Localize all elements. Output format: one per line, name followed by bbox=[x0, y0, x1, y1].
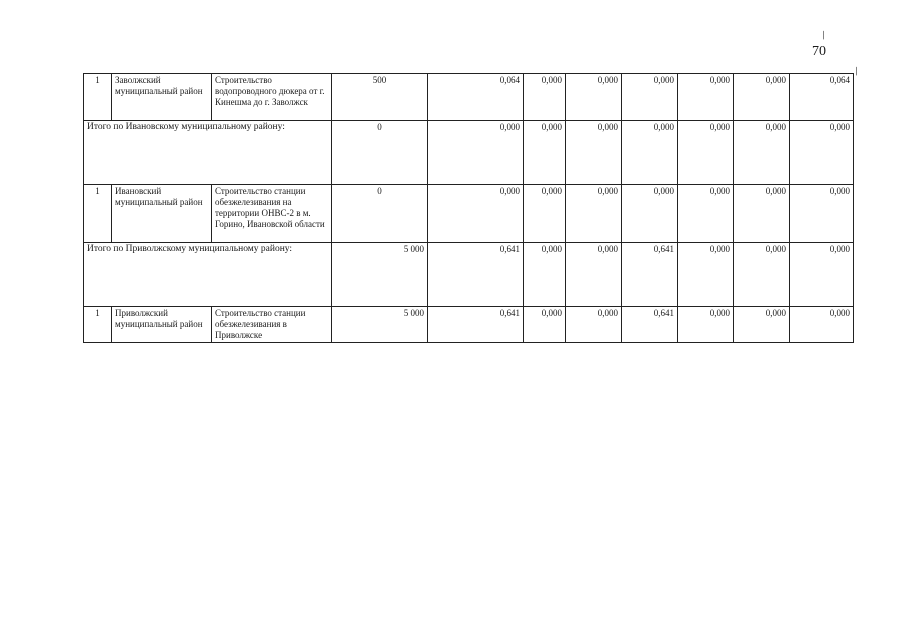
value-cell: 0,000 bbox=[524, 185, 566, 243]
district-cell: Приволжский муниципальный район bbox=[112, 307, 212, 343]
value-cell: 0,000 bbox=[622, 185, 678, 243]
value-cell: 0,641 bbox=[622, 307, 678, 343]
district-cell: Заволжский муниципальный район bbox=[112, 74, 212, 121]
value-cell: 0,000 bbox=[790, 243, 854, 307]
row-number: 1 bbox=[84, 74, 112, 121]
total-row bbox=[84, 121, 854, 185]
value-cell: 0,064 bbox=[790, 74, 854, 121]
value-cell: 0,000 bbox=[566, 121, 622, 185]
value-cell: 0,000 bbox=[524, 74, 566, 121]
total-row bbox=[84, 243, 854, 307]
total-label: Итого по Ивановскому муниципальному району: bbox=[84, 121, 332, 185]
value-cell: 0,000 bbox=[428, 185, 524, 243]
table-row bbox=[84, 185, 854, 243]
value-cell: 0,000 bbox=[622, 121, 678, 185]
value-cell: 0,000 bbox=[524, 307, 566, 343]
object-cell: Строительство водопроводного дюкера от г. Кинешма до г. Заволжск bbox=[212, 74, 332, 121]
value-cell: 0,000 bbox=[566, 307, 622, 343]
page-number: 70 bbox=[812, 44, 826, 59]
table-row bbox=[84, 307, 854, 343]
value-cell: 0,000 bbox=[678, 185, 734, 243]
value-cell: 0,000 bbox=[734, 307, 790, 343]
budget-table bbox=[83, 73, 854, 343]
value-cell: 0,000 bbox=[428, 121, 524, 185]
row-number: 1 bbox=[84, 185, 112, 243]
value-cell: 0,064 bbox=[428, 74, 524, 121]
value-cell: 0,000 bbox=[734, 74, 790, 121]
value-cell: 0,000 bbox=[734, 185, 790, 243]
capacity-cell: 5 000 bbox=[332, 243, 428, 307]
value-cell: 0,000 bbox=[566, 74, 622, 121]
district-cell: Ивановский муниципальный район bbox=[112, 185, 212, 243]
object-cell: Строительство станции обезжелезивания в Приволжске bbox=[212, 307, 332, 343]
edge-mark: / bbox=[852, 63, 861, 79]
value-cell: 0,000 bbox=[790, 185, 854, 243]
value-cell: 0,000 bbox=[678, 121, 734, 185]
capacity-cell: 0 bbox=[332, 185, 428, 243]
table-row bbox=[84, 74, 854, 121]
value-cell: 0,000 bbox=[734, 121, 790, 185]
value-cell: 0,641 bbox=[428, 307, 524, 343]
value-cell: 0,000 bbox=[790, 121, 854, 185]
value-cell: 0,000 bbox=[566, 243, 622, 307]
value-cell: 0,000 bbox=[678, 243, 734, 307]
object-cell: Строительство станции обезжелезивания на территории ОНВС-2 в м. Горино, Ивановской области bbox=[212, 185, 332, 243]
value-cell: 0,000 bbox=[524, 121, 566, 185]
capacity-cell: 500 bbox=[332, 74, 428, 121]
capacity-cell: 5 000 bbox=[332, 307, 428, 343]
page-tick-mark: / bbox=[819, 27, 828, 43]
value-cell: 0,641 bbox=[622, 243, 678, 307]
value-cell: 0,000 bbox=[734, 243, 790, 307]
value-cell: 0,000 bbox=[790, 307, 854, 343]
total-label: Итого по Приволжскому муниципальному району: bbox=[84, 243, 332, 307]
value-cell: 0,000 bbox=[566, 185, 622, 243]
capacity-cell: 0 bbox=[332, 121, 428, 185]
value-cell: 0,000 bbox=[622, 74, 678, 121]
value-cell: 0,000 bbox=[678, 74, 734, 121]
value-cell: 0,641 bbox=[428, 243, 524, 307]
value-cell: 0,000 bbox=[524, 243, 566, 307]
value-cell: 0,000 bbox=[678, 307, 734, 343]
row-number: 1 bbox=[84, 307, 112, 343]
